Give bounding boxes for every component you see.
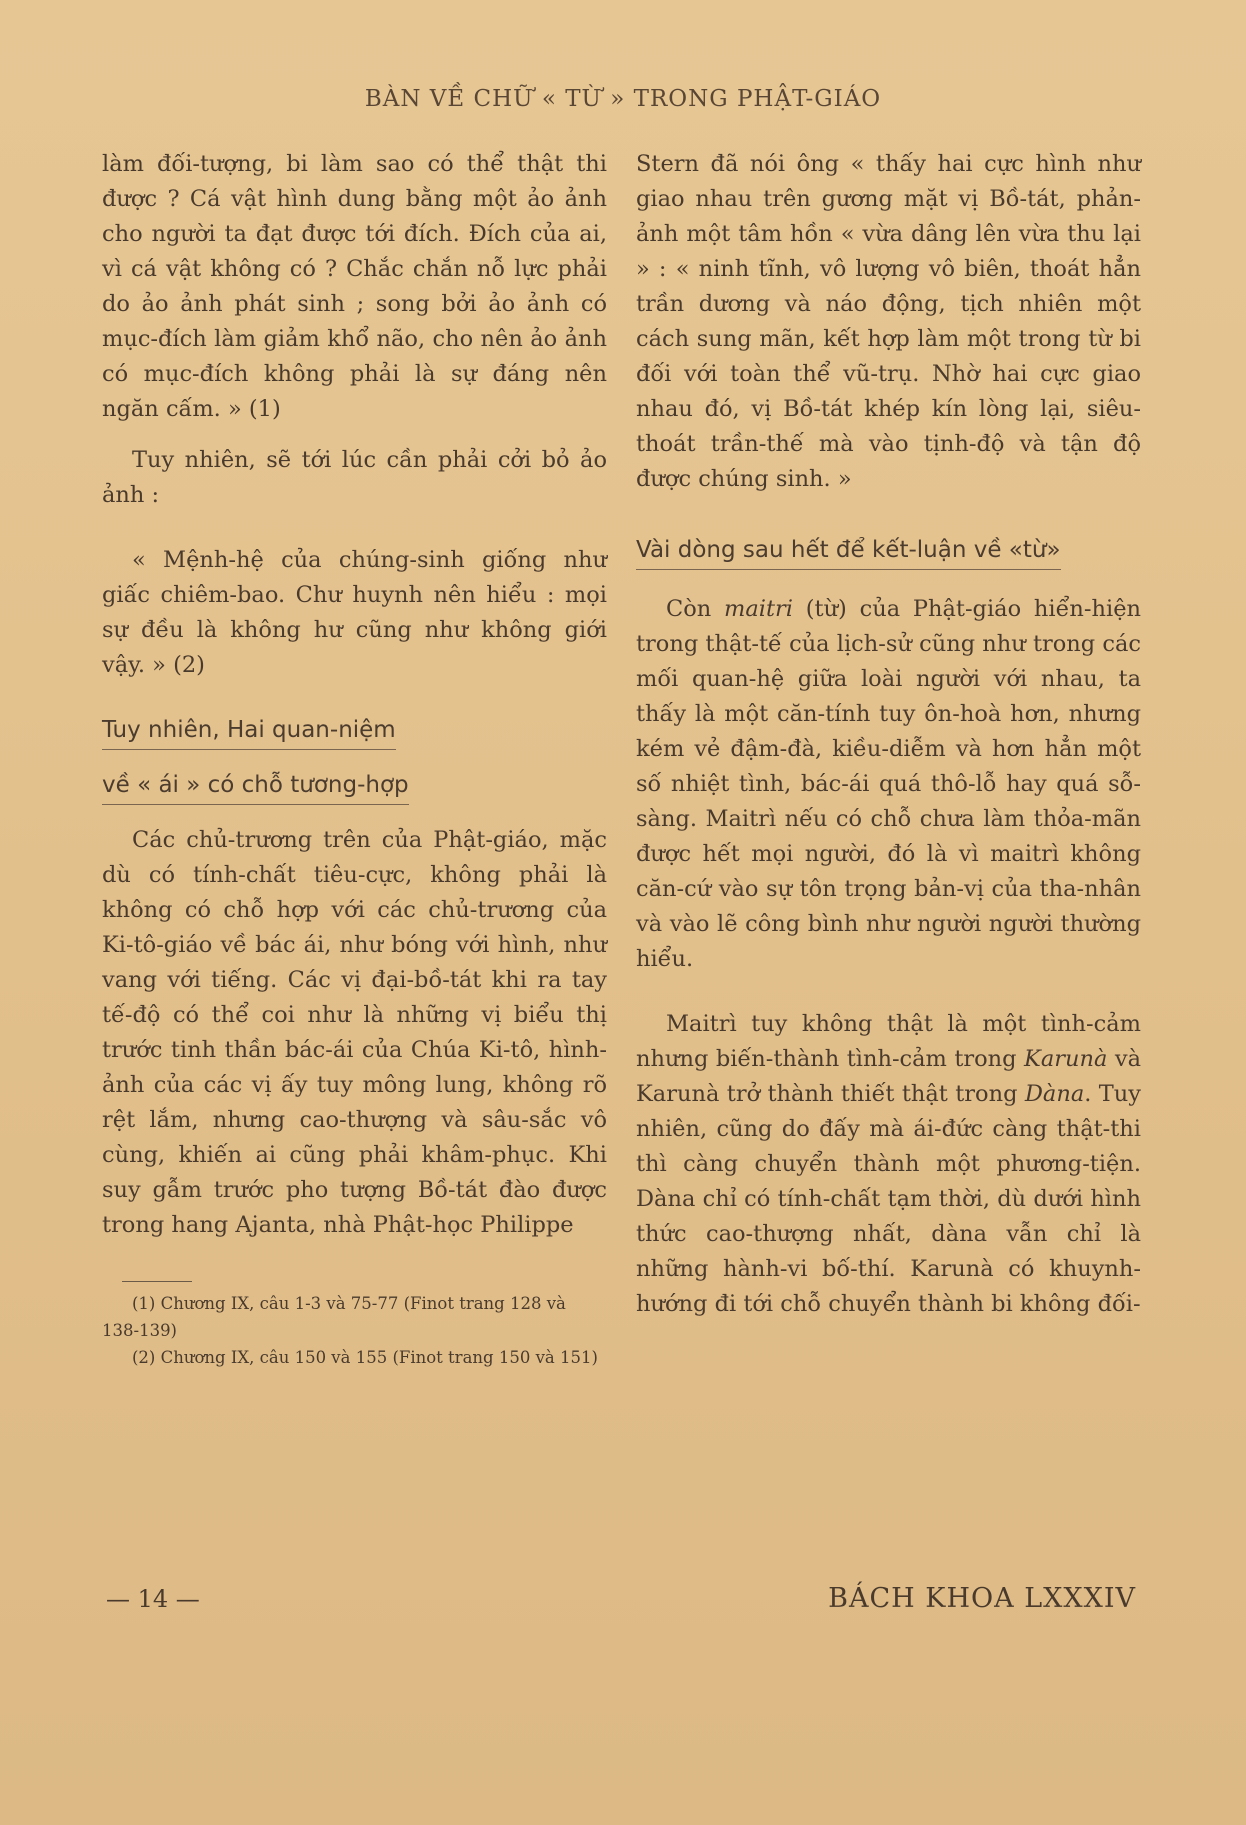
italic-term: maitri	[724, 596, 793, 622]
paragraph: Các chủ-trương trên của Phật-giáo, mặc dù có tính-chất tiêu-cực, không phải là không có chỗ hợp với các chủ-trương của Ki-tô-giáo về bác ái, như bóng với hình, như vang với tiếng. Các vị đại-bồ-tát khi ra tay tế-độ có thể coi như là những vị biểu thị trước tinh thần bác-ái của Chúa Ki-tô, hình-ảnh của các vị ấy tuy mông lung, không rõ rệt lắm, nhưng cao-thượng và sâu-sắc vô cùng, khiến ai cũng phải khâm-phục. Khi suy gẫm trước pho tượng Bồ-tát đào được trong hang Ajanta, nhà Phật-học Philippe	[102, 827, 607, 1238]
footnote: (2) Chương IX, câu 150 và 155 (Finot trang 150 và 151)	[132, 1348, 598, 1367]
left-column	[102, 147, 607, 1371]
text-run: Maitrì tuy không thật là một tình-cảm nhưng biến-thành tình-cảm trong	[636, 1011, 1141, 1072]
paragraph: làm đối-tượng, bi làm sao có thể thật thi được ? Cá vật hình dung bằng một ảo ảnh cho người ta đạt được tới đích. Đích của ai, vì cá vật không có ? Chắc chắn nỗ lực phải do ảo ảnh phát sinh ; song bởi ảo ảnh có mục-đích làm giảm khổ não, cho nên ảo ảnh có mục-đích không phải là sự đáng nên ngăn cấm. » (1)	[102, 151, 607, 422]
right-column	[636, 147, 1141, 1322]
footnote-divider	[122, 1281, 192, 1282]
text-run: (từ) của Phật-giáo hiển-hiện trong thật-tế của lịch-sử cũng như trong các mối quan-hệ giữa loài người với nhau, ta thấy là một căn-tính tuy ôn-hoà hơn, nhưng kém vẻ đậm-đà, kiều-diễm và hơn hẳn một số nhiệt tình, bác-ái quá thô-lỗ hay quá sỗ-sàng. Maitrì nếu có chỗ chưa làm thỏa-mãn được hết mọi người, đó là vì maitrì không căn-cứ vào sự tôn trọng bản-vị của tha-nhân và vào lẽ công bình như người người thường hiểu.	[636, 596, 1142, 972]
quote-paragraph: « Mệnh-hệ của chúng-sinh giống như giấc chiêm-bao. Chư huynh nên hiểu : mọi sự đều là không hư cũng như không giới vậy. » (2)	[102, 547, 607, 678]
paragraph	[636, 1007, 1141, 1322]
footnote: (1) Chương IX, câu 1-3 và 75-77 (Finot trang 128 và 138-139)	[102, 1294, 566, 1340]
journal-name: BÁCH KHOA LXXXIV	[828, 1583, 1136, 1614]
section-heading-line-2: về « ái » có chỗ tương-hợp	[102, 768, 409, 805]
page-number: — 14 —	[106, 1585, 200, 1613]
italic-term: Dàna	[1024, 1081, 1085, 1107]
paragraph: Stern đã nói ông « thấy hai cực hình như giao nhau trên gương mặt vị Bồ-tát, phản-ảnh một tâm hồn « vừa dâng lên vừa thu lại » : « ninh tĩnh, vô lượng vô biên, thoát hẳn trần dương và náo động, tịch nhiên một cách sung mãn, kết hợp làm một trong từ bi đối với toàn thể vũ-trụ. Nhờ hai cực giao nhau đó, vị Bồ-tát khép kín lòng lại, siêu-thoát trần-thế mà vào tịnh-độ và tận độ được chúng sinh. »	[636, 151, 1141, 492]
text-run: Còn	[666, 596, 725, 622]
section-heading-line-1: Tuy nhiên, Hai quan-niệm	[102, 713, 396, 750]
section-heading: Vài dòng sau hết để kết-luận về «từ»	[636, 533, 1061, 570]
text-run: và Karunà trở thành thiết thật trong	[636, 1046, 1141, 1107]
italic-term: Karunà	[1024, 1046, 1108, 1072]
paragraph	[636, 592, 1141, 977]
text-run: . Tuy nhiên, cũng do đấy mà ái-đức càng thật-thi thì càng chuyển thành một phương-tiện. Dàna chỉ có tính-chất tạm thời, dù dưới hình thức cao-thượng nhất, dàna vẫn chỉ là những hành-vi bố-thí. Karunà có khuynh-hướng đi tới chỗ chuyển thành bi không đối-	[636, 1081, 1141, 1317]
running-header: BÀN VỀ CHỮ « TỪ » TRONG PHẬT-GIÁO	[364, 86, 882, 112]
paragraph: Tuy nhiên, sẽ tới lúc cần phải cởi bỏ ảo ảnh :	[102, 447, 607, 508]
